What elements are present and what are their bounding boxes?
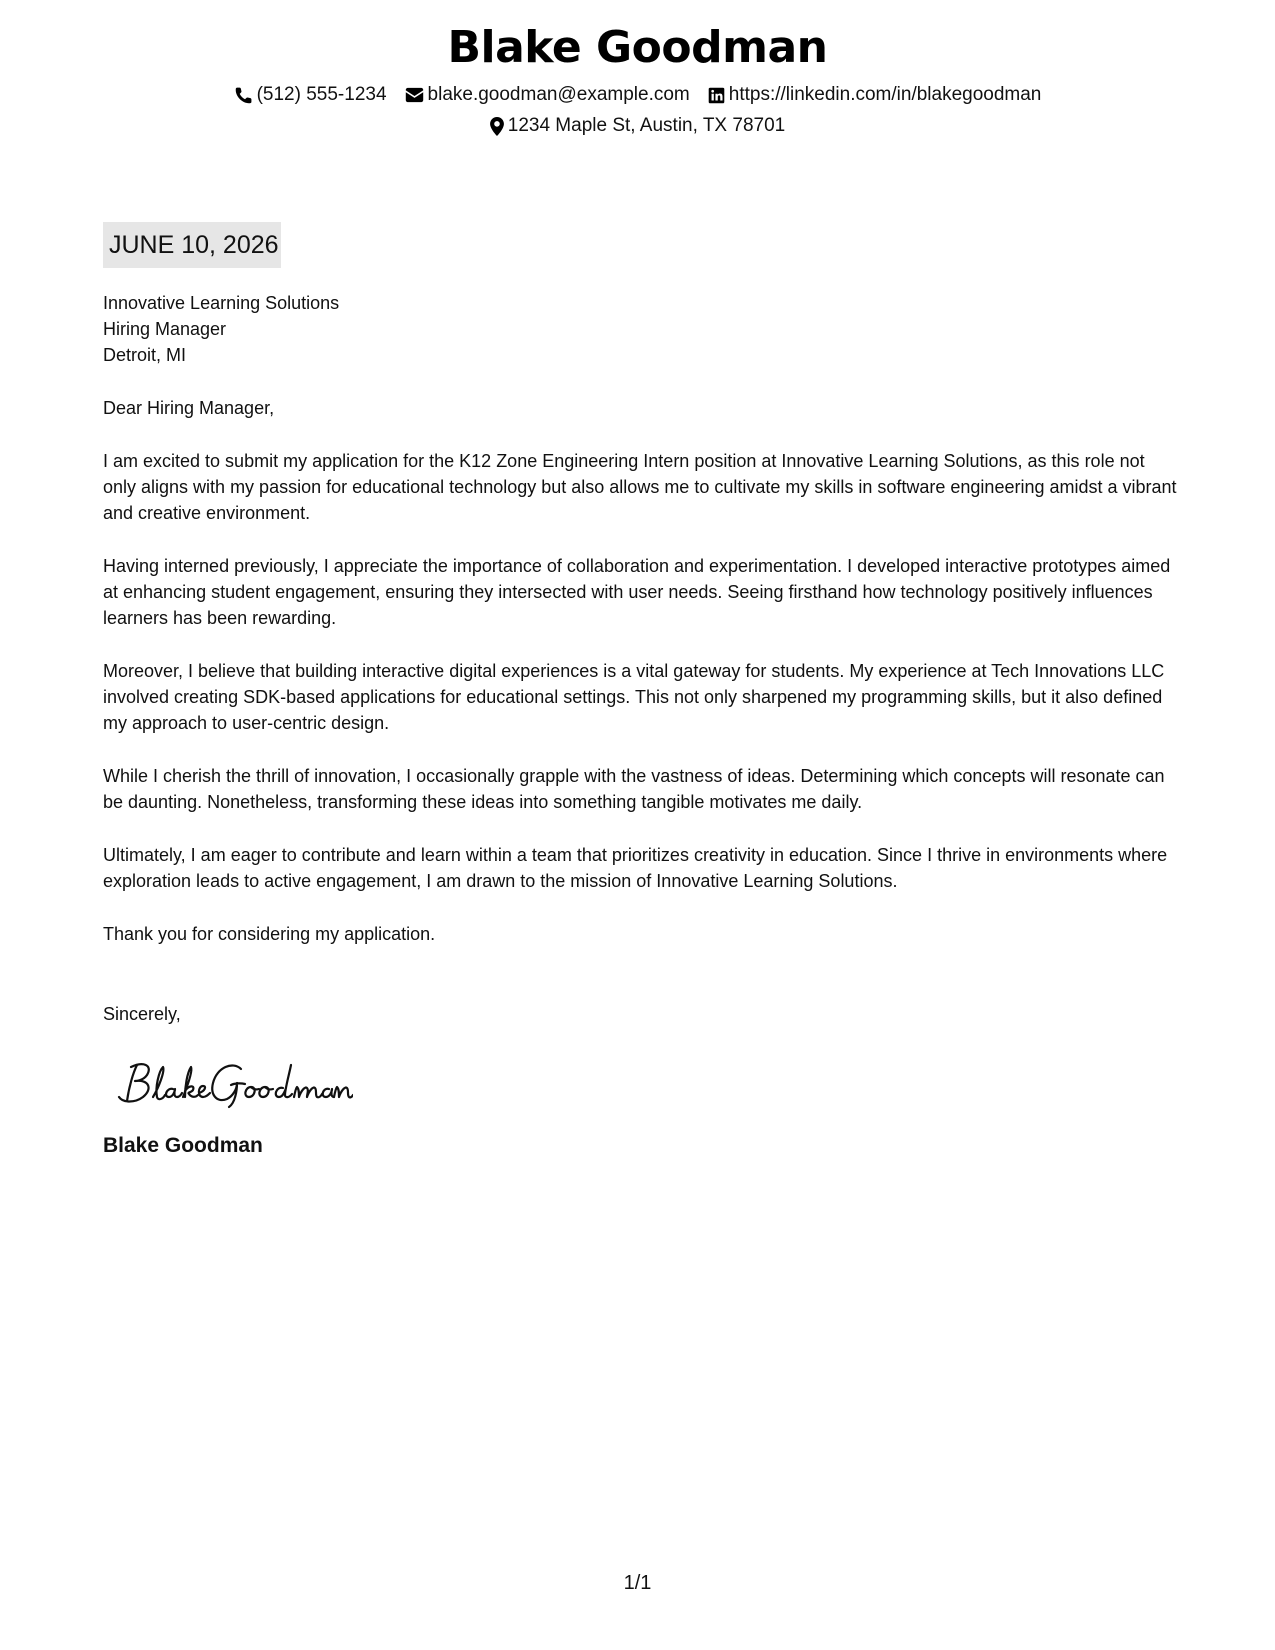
email-link[interactable]: blake.goodman@example.com <box>427 84 690 105</box>
letter-date: JUNE 10, 2026 <box>103 222 281 268</box>
contact-phone <box>234 82 387 108</box>
letter-header <box>0 22 1275 139</box>
linkedin-link[interactable]: https://linkedin.com/in/blakegoodman <box>728 84 1042 105</box>
contact-row <box>0 82 1275 108</box>
recipient-company: Innovative Learning Solutions <box>103 293 340 313</box>
body-paragraph: Having interned previously, I appreciate the importance of collaboration and experimentation. I developed interactive prototypes aimed at enhancing student engagement, ensuring they intersected with user needs. Seeing firsthand how technology positively influences learners has been rewarding. <box>103 556 1171 628</box>
salutation: Dear Hiring Manager, <box>103 398 275 418</box>
body-paragraph: While I cherish the thrill of innovation, I occasionally grapple with the vastness of ideas. Determining which concepts will resonate can be daunting. Nonetheless, transforming these ideas into something tangible motivates me daily. <box>103 766 1165 812</box>
recipient-location: Detroit, MI <box>103 345 187 365</box>
address-text: 1234 Maple St, Austin, TX 78701 <box>507 115 786 136</box>
body-paragraph: Thank you for considering my application. <box>103 924 436 944</box>
address-row <box>0 113 1275 139</box>
page-number: 1/1 <box>623 1572 652 1594</box>
letter-body <box>103 222 1178 1159</box>
linkedin-icon <box>708 87 725 104</box>
envelope-icon <box>405 87 424 103</box>
map-marker-icon <box>490 117 504 136</box>
applicant-name: Blake Goodman <box>447 22 828 73</box>
body-paragraph: Ultimately, I am eager to contribute and learn within a team that prioritizes creativity in education. Since I thrive in environments where exploration leads to active engagement, I am drawn to the mission of Innovative Learning Solutions. <box>103 845 1168 891</box>
contact-address <box>490 113 785 139</box>
signer-name: Blake Goodman <box>103 1134 263 1157</box>
body-paragraph: Moreover, I believe that building interactive digital experiences is a vital gateway for students. My experience at Tech Innovations LLC involved creating SDK-based applications for educational settings. This not only sharpened my programming skills, but it also defined my approach to user-centric design. <box>103 661 1165 733</box>
body-paragraph: I am excited to submit my application for the K12 Zone Engineering Intern position at Innovative Learning Solutions, as this role not only aligns with my passion for educational technology but also allows me to cultivate my skills in software engineering amidst a vibrant and creative environment. <box>103 451 1177 523</box>
closing: Sincerely, <box>103 1004 181 1024</box>
contact-linkedin[interactable] <box>708 82 1042 108</box>
handwritten-signature <box>113 1057 1178 1117</box>
signature-image <box>113 1057 353 1113</box>
recipient-title: Hiring Manager <box>103 319 227 339</box>
recipient-block <box>103 290 1178 368</box>
phone-icon <box>234 86 253 105</box>
phone-text: (512) 555-1234 <box>256 84 387 105</box>
contact-email[interactable] <box>405 82 690 108</box>
